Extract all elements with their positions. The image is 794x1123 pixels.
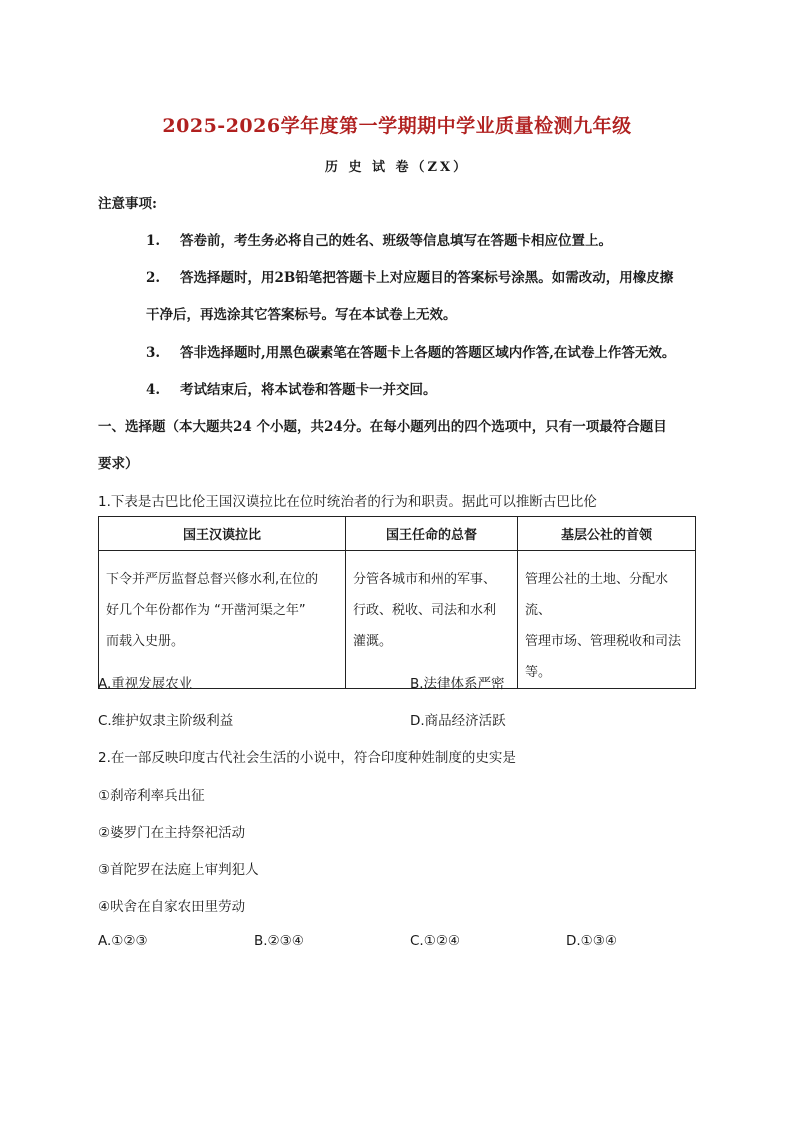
table-header-row xyxy=(99,517,696,551)
cell-line: 行政、税收、司法和水利 xyxy=(353,603,497,618)
question-2-stem: 2.在一部反映印度古代社会生活的小说中，符合印度种姓制度的史实是 xyxy=(98,750,516,766)
table-header: 基层公社的首领 xyxy=(518,517,696,551)
question-2-option-a: A.①②③ xyxy=(98,933,148,949)
notice-heading: 注意事项: xyxy=(98,196,157,212)
question-1-option-c: C.维护奴隶主阶级利益 xyxy=(98,713,234,729)
question-2-item: ②婆罗门在主持祭祀活动 xyxy=(98,825,246,841)
notice-item-text: 答非选择题时,用黑色碳素笔在答题卡上各题的答题区域内作答,在试卷上作答无效。 xyxy=(180,345,676,361)
question-1-option-d: D.商品经济活跃 xyxy=(410,713,506,729)
question-2-item: ③首陀罗在法庭上审判犯人 xyxy=(98,862,259,878)
notice-item-number: 3. xyxy=(146,345,161,361)
cell-line: 灌溉。 xyxy=(353,634,393,649)
section-heading-continued: 要求） xyxy=(98,456,139,472)
question-1-table xyxy=(98,516,696,689)
cell-line: 分管各城市和州的军事、 xyxy=(353,572,497,587)
table-cell xyxy=(99,551,346,689)
question-2-option-d: D.①③④ xyxy=(566,933,617,949)
table-row xyxy=(99,551,696,689)
exam-title: 2025-2026学年度第一学期期中学业质量检测九年级 xyxy=(162,115,632,137)
question-1-option-a: A.重视发展农业 xyxy=(98,676,193,692)
table-header: 国王汉谟拉比 xyxy=(99,517,346,551)
question-2-option-b: B.②③④ xyxy=(254,933,304,949)
cell-line: 管理市场、管理税收和司法 xyxy=(525,634,682,649)
table-header: 国王任命的总督 xyxy=(346,517,518,551)
question-1-stem: 1.下表是古巴比伦王国汉谟拉比在位时统治者的行为和职责。据此可以推断古巴比伦 xyxy=(98,494,597,510)
exam-subtitle: 历 史 试 卷（ZX） xyxy=(324,160,470,175)
cell-line: 管理公社的土地、分配水流、 xyxy=(525,572,669,618)
question-2-item: ④吠舍在自家农田里劳动 xyxy=(98,899,246,915)
notice-item-2 xyxy=(146,266,673,286)
notice-item-2-continued: 干净后，再选涂其它答案标号。写在本试卷上无效。 xyxy=(146,307,457,323)
cell-line: 下令并严厉监督总督兴修水利,在位的 xyxy=(106,572,319,587)
question-1-option-b: B.法律体系严密 xyxy=(410,676,505,692)
question-2-option-c: C.①②④ xyxy=(410,933,461,949)
notice-item-3 xyxy=(146,341,675,361)
cell-line: 好几个年份都作为 “开凿河渠之年” xyxy=(106,603,306,618)
notice-item-number: 2. xyxy=(146,270,161,286)
table-cell xyxy=(346,551,518,689)
notice-item-text: 考试结束后，将本试卷和答题卡一并交回。 xyxy=(180,382,437,398)
notice-item-number: 1. xyxy=(146,233,161,249)
question-2-item: ①刹帝利率兵出征 xyxy=(98,788,205,804)
notice-item-number: 4. xyxy=(146,382,161,398)
table-cell xyxy=(518,551,696,689)
cell-line: 等。 xyxy=(525,665,552,680)
notice-item-4 xyxy=(146,378,437,398)
notice-item-1 xyxy=(146,229,612,249)
notice-item-text: 答卷前，考生务必将自己的姓名、班级等信息填写在答题卡相应位置上。 xyxy=(180,233,612,249)
section-heading: 一、选择题（本大题共24 个小题，共24分。在每小题列出的四个选项中，只有一项最符合题目 xyxy=(98,419,667,435)
cell-line: 而载入史册。 xyxy=(106,634,185,649)
notice-item-text: 答选择题时，用2B铅笔把答题卡上对应题目的答案标号涂黑。如需改动，用橡皮擦 xyxy=(180,270,674,286)
